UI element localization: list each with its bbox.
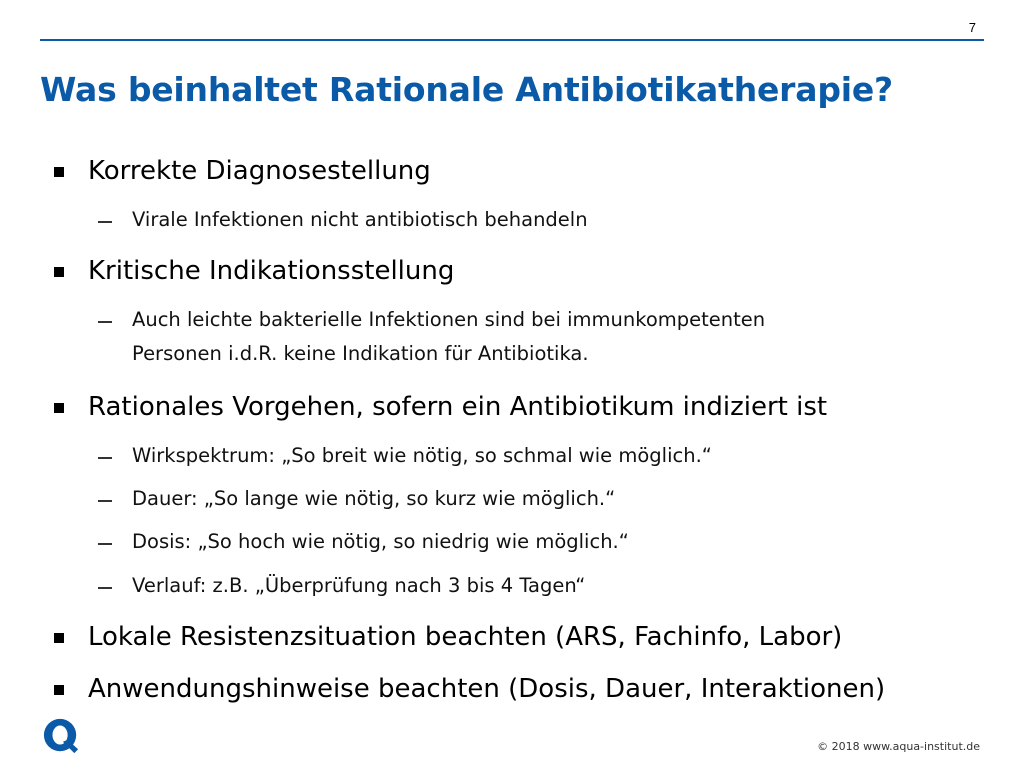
bullet-text: Anwendungshinweise beachten (Dosis, Dauer, Interaktionen) <box>88 674 886 704</box>
copyright-footer: © 2018 www.aqua-institut.de <box>817 740 980 753</box>
slide-title: Was beinhaltet Rationale Antibiotikatherapie? <box>40 70 893 109</box>
sub-bullet-text: Dauer: „So lange wie nötig, so kurz wie möglich.“ <box>132 487 616 510</box>
square-bullet-icon <box>54 403 64 413</box>
sub-bullet-text: Personen i.d.R. keine Indikation für Antibiotika. <box>132 342 589 365</box>
page-number: 7 <box>968 20 976 35</box>
square-bullet-icon <box>54 167 64 177</box>
sub-bullet-text: Auch leichte bakterielle Infektionen sind bei immunkompetenten <box>132 308 766 331</box>
bullet-item <box>88 256 454 286</box>
square-bullet-icon <box>54 267 64 277</box>
dash-bullet-icon <box>98 321 112 323</box>
square-bullet-icon <box>54 633 64 643</box>
bullet-text: Lokale Resistenzsituation beachten (ARS, Fachinfo, Labor) <box>88 622 843 652</box>
bullet-text: Rationales Vorgehen, sofern ein Antibiotikum indiziert ist <box>88 392 828 422</box>
dash-bullet-icon <box>98 587 112 589</box>
sub-bullet-item <box>132 208 588 231</box>
dash-bullet-icon <box>98 543 112 545</box>
aqua-q-logo-icon <box>42 717 80 755</box>
sub-bullet-item <box>132 487 615 510</box>
sub-bullet-item <box>132 444 712 467</box>
dash-bullet-icon <box>98 500 112 502</box>
header-rule <box>40 39 984 41</box>
sub-bullet-item <box>132 530 629 553</box>
sub-bullet-item <box>132 574 585 597</box>
bullet-item <box>88 392 827 422</box>
bullet-text: Korrekte Diagnosestellung <box>88 156 431 186</box>
dash-bullet-icon <box>98 457 112 459</box>
sub-bullet-continuation <box>132 342 589 365</box>
sub-bullet-text: Wirkspektrum: „So breit wie nötig, so schmal wie möglich.“ <box>132 444 712 467</box>
bullet-item <box>88 622 842 652</box>
sub-bullet-item <box>132 308 765 331</box>
dash-bullet-icon <box>98 221 112 223</box>
bullet-item <box>88 156 431 186</box>
square-bullet-icon <box>54 685 64 695</box>
sub-bullet-text: Dosis: „So hoch wie nötig, so niedrig wie möglich.“ <box>132 530 629 553</box>
sub-bullet-text: Virale Infektionen nicht antibiotisch behandeln <box>132 208 588 231</box>
sub-bullet-text: Verlauf: z.B. „Überprüfung nach 3 bis 4 Tagen“ <box>132 574 586 597</box>
bullet-text: Kritische Indikationsstellung <box>88 256 455 286</box>
bullet-item <box>88 674 885 704</box>
